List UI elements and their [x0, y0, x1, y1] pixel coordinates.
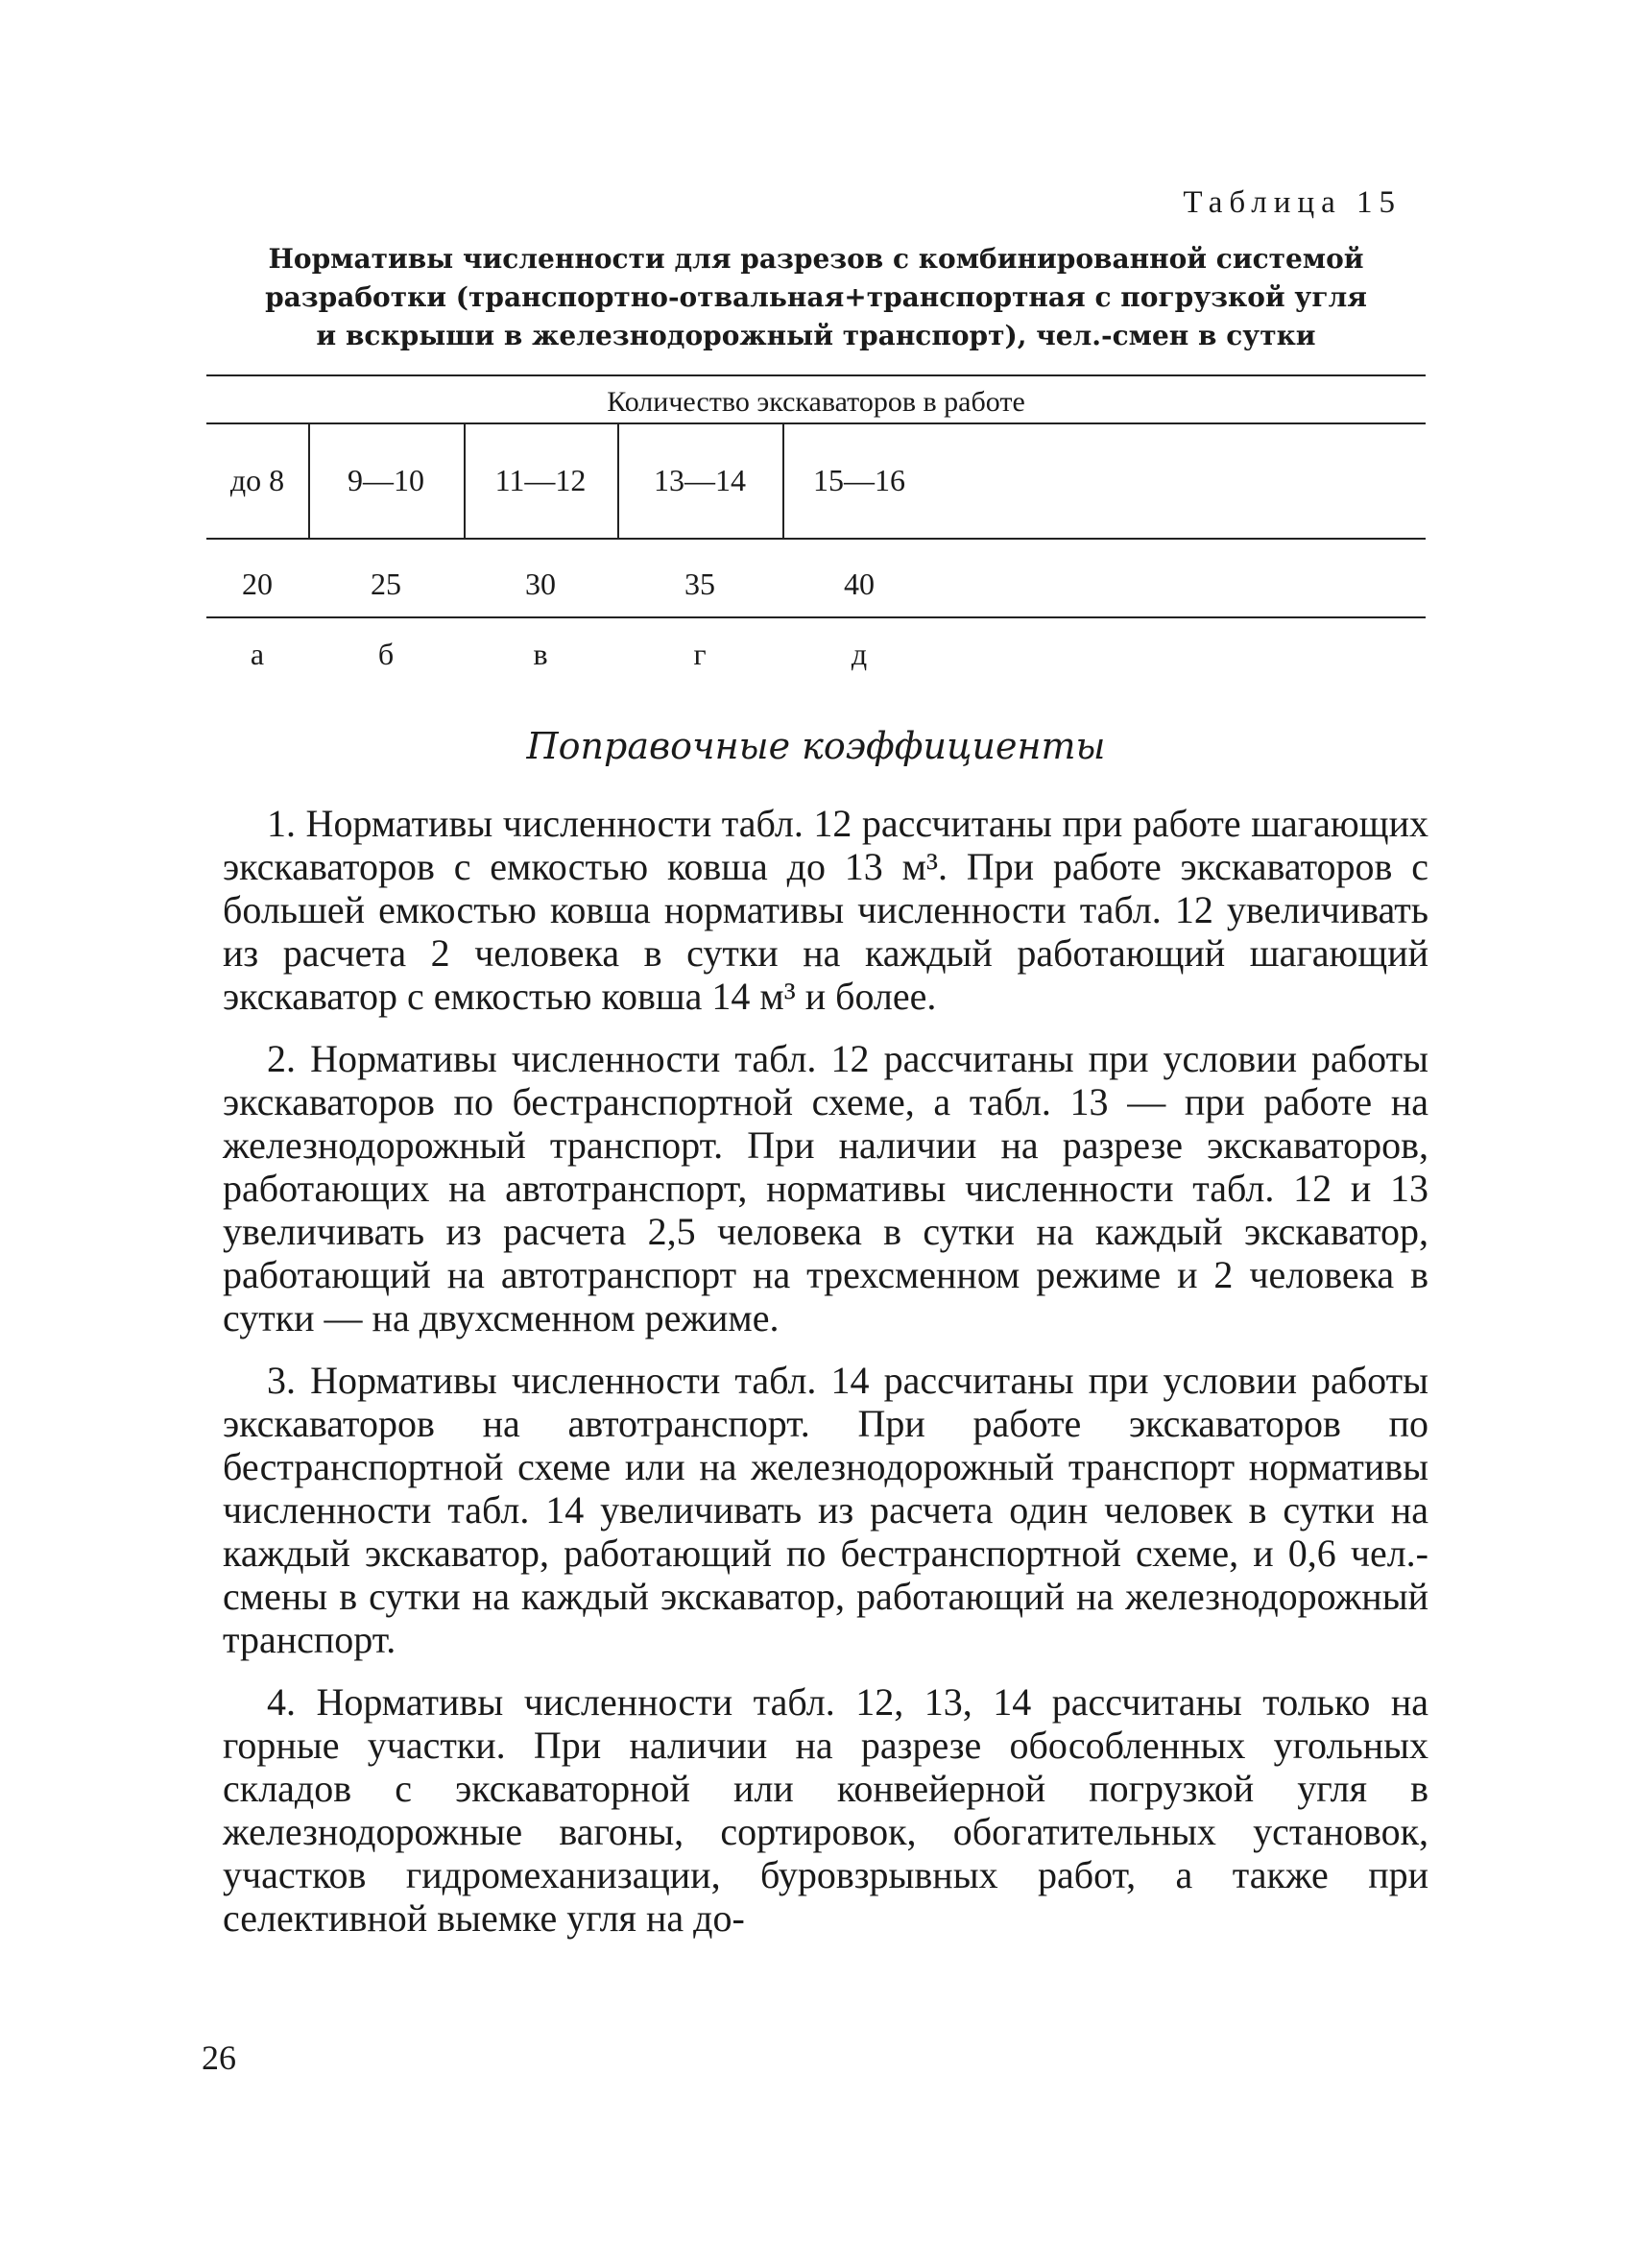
- table-letter-cell: г: [693, 637, 707, 671]
- table-header-cell: 15—16: [813, 463, 905, 497]
- table-header-cell: 13—14: [654, 463, 746, 497]
- table-title-line: Нормативы численности для разрезов с комбинированной системой: [268, 243, 1364, 275]
- table-value-cell: 25: [371, 567, 401, 601]
- paragraph: 4. Нормативы численности табл. 12, 13, 14 рассчитаны только на горные участки. При наличии на разрезе обособленных угольных складов с экскаваторной или конвейерной погрузкой угля в железнодорожные вагоны, сортировок, обогатительных установок, участков гидромеханизации, буровзрывных работ, а также при селективной выемке угля на до-: [223, 1680, 1428, 1940]
- table-title-line: и вскрыши в железнодорожный транспорт), чел.-смен в сутки: [316, 320, 1316, 351]
- paragraph: 2. Нормативы численности табл. 12 рассчитаны при условии работы экскаваторов по бестранспортной схеме, а табл. 13 — при работе на железнодорожный транспорт. При наличии на разрезе экскаваторов, работающих на автотранспорт, нормативы численности табл. 12 и 13 увеличивать из расчета 2,5 человека в сутки на каждый экскаватор, работающий на автотранспорт на трехсменном режиме и 2 человека в сутки — на двухсменном режиме.: [223, 1037, 1428, 1339]
- table-header-cell: 9—10: [348, 463, 424, 497]
- table-header-caption: Количество экскаваторов в работе: [607, 386, 1025, 418]
- table-number-label: Таблица 15: [1183, 185, 1402, 220]
- table-letter-cell: а: [250, 637, 265, 671]
- page-number: 26: [202, 2039, 236, 2077]
- table-header-cell: 11—12: [494, 463, 587, 497]
- table-rule-middle: [206, 538, 1426, 540]
- table-title-line: разработки (транспортно-отвальная+транспортная с погрузкой угля: [265, 281, 1367, 313]
- table-letter-cell: б: [377, 637, 395, 671]
- table-rule-top: [206, 374, 1426, 376]
- table-rule-bottom: [206, 616, 1426, 618]
- table-value-cell: 30: [525, 567, 556, 601]
- table-title: [221, 240, 1411, 355]
- table-letter-cell: д: [851, 637, 868, 671]
- paragraph: 1. Нормативы численности табл. 12 рассчитаны при работе шагающих экскаваторов с емкостью ковша до 13 м³. При работе экскаваторов с большей емкостью ковша нормативы численности табл. 12 увеличивать из расчета 2 человека в сутки на каждый работающий шагающий экскаватор с емкостью ковша 14 м³ и более.: [223, 802, 1428, 1018]
- table-header-cell: до 8: [229, 463, 285, 497]
- table-letter-cell: в: [533, 637, 548, 671]
- body-text: [223, 802, 1428, 1959]
- section-heading: Поправочные коэффициенты: [526, 725, 1106, 767]
- table-value-cell: 35: [684, 567, 715, 601]
- table-value-cell: 20: [242, 567, 273, 601]
- paragraph: 3. Нормативы численности табл. 14 рассчитаны при условии работы экскаваторов на автотранспорт. При работе экскаваторов по бестранспортной схеме или на железнодорожный транспорт нормативы численности табл. 14 увеличивать из расчета один человек в сутки на каждый экскаватор, работающий по бестранспортной схеме, и 0,6 чел.-смены в сутки на каждый экскаватор, работающий на железнодорожный транспорт.: [223, 1359, 1428, 1661]
- table-value-cell: 40: [844, 567, 875, 601]
- table-rule-header: [206, 422, 1426, 424]
